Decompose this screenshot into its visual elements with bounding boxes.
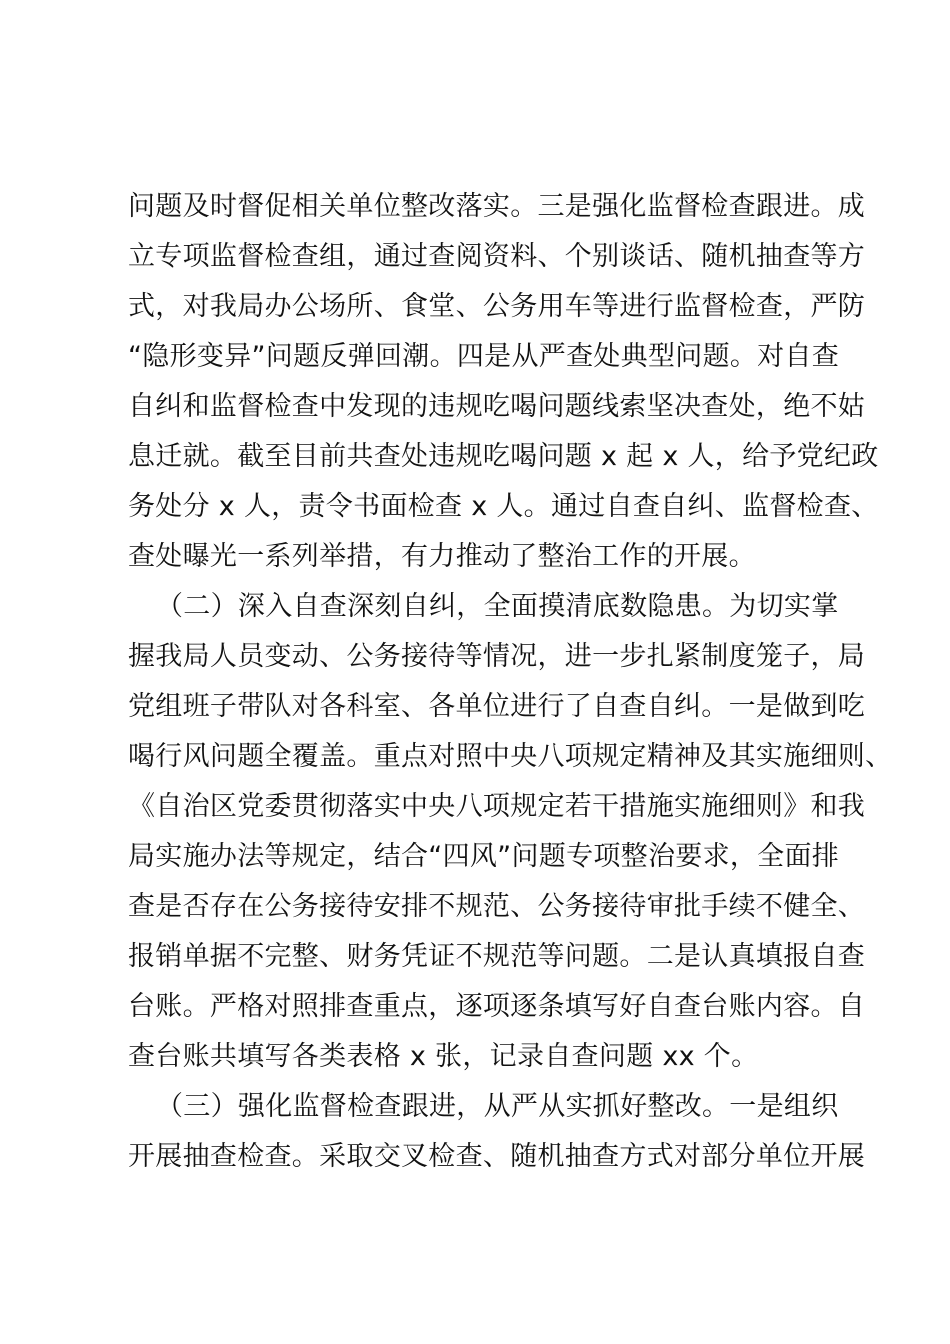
text-line-7: 务处分 x 人，责令书面检查 x 人。通过自查自纠、监督检查、 <box>128 491 879 522</box>
text-line-17: 台账。严格对照排查重点，逐项逐条填写好自查台账内容。自 <box>128 991 866 1022</box>
text-line-6: 息迁就。截至目前共查处违规吃喝问题 x 起 x 人，给予党纪政 <box>128 441 879 472</box>
text-line-1: 问题及时督促相关单位整改落实。三是强化监督检查跟进。成 <box>128 191 866 222</box>
text-line-16: 报销单据不完整、财务凭证不规范等问题。二是认真填报自查 <box>128 941 866 972</box>
text-line-11: 党组班子带队对各科室、各单位进行了自查自纠。一是做到吃 <box>128 691 866 722</box>
text-line-10: 握我局人员变动、公务接待等情况，进一步扎紧制度笼子，局 <box>128 641 866 672</box>
text-line-13: 《自治区党委贯彻落实中央八项规定若干措施实施细则》和我 <box>128 791 866 822</box>
text-line-15: 查是否存在公务接待安排不规范、公务接待审批手续不健全、 <box>128 891 866 922</box>
text-line-2: 立专项监督检查组，通过查阅资料、个别谈话、随机抽查等方 <box>128 241 866 272</box>
text-line-18: 查台账共填写各类表格 x 张，记录自查问题 xx 个。 <box>128 1041 759 1072</box>
text-line-4: “隐形变异”问题反弹回潮。四是从严查处典型问题。对自查 <box>128 341 840 372</box>
text-line-14: 局实施办法等规定，结合“四风”问题专项整治要求，全面排 <box>128 841 840 872</box>
text-line-19: （三）强化监督检查跟进，从严从实抓好整改。一是组织 <box>156 1091 839 1122</box>
text-line-5: 自纠和监督检查中发现的违规吃喝问题线索坚决查处，绝不姑 <box>128 391 866 422</box>
text-line-9: （二）深入自查深刻自纠，全面摸清底数隐患。为切实掌 <box>156 591 839 622</box>
text-line-8: 查处曝光一系列举措，有力推动了整治工作的开展。 <box>128 541 756 572</box>
text-line-20: 开展抽查检查。采取交叉检查、随机抽查方式对部分单位开展 <box>128 1141 866 1172</box>
body-text <box>128 182 893 1182</box>
text-line-12: 喝行风问题全覆盖。重点对照中央八项规定精神及其实施细则、 <box>128 741 893 772</box>
text-line-3: 式，对我局办公场所、食堂、公务用车等进行监督检查，严防 <box>128 291 866 322</box>
